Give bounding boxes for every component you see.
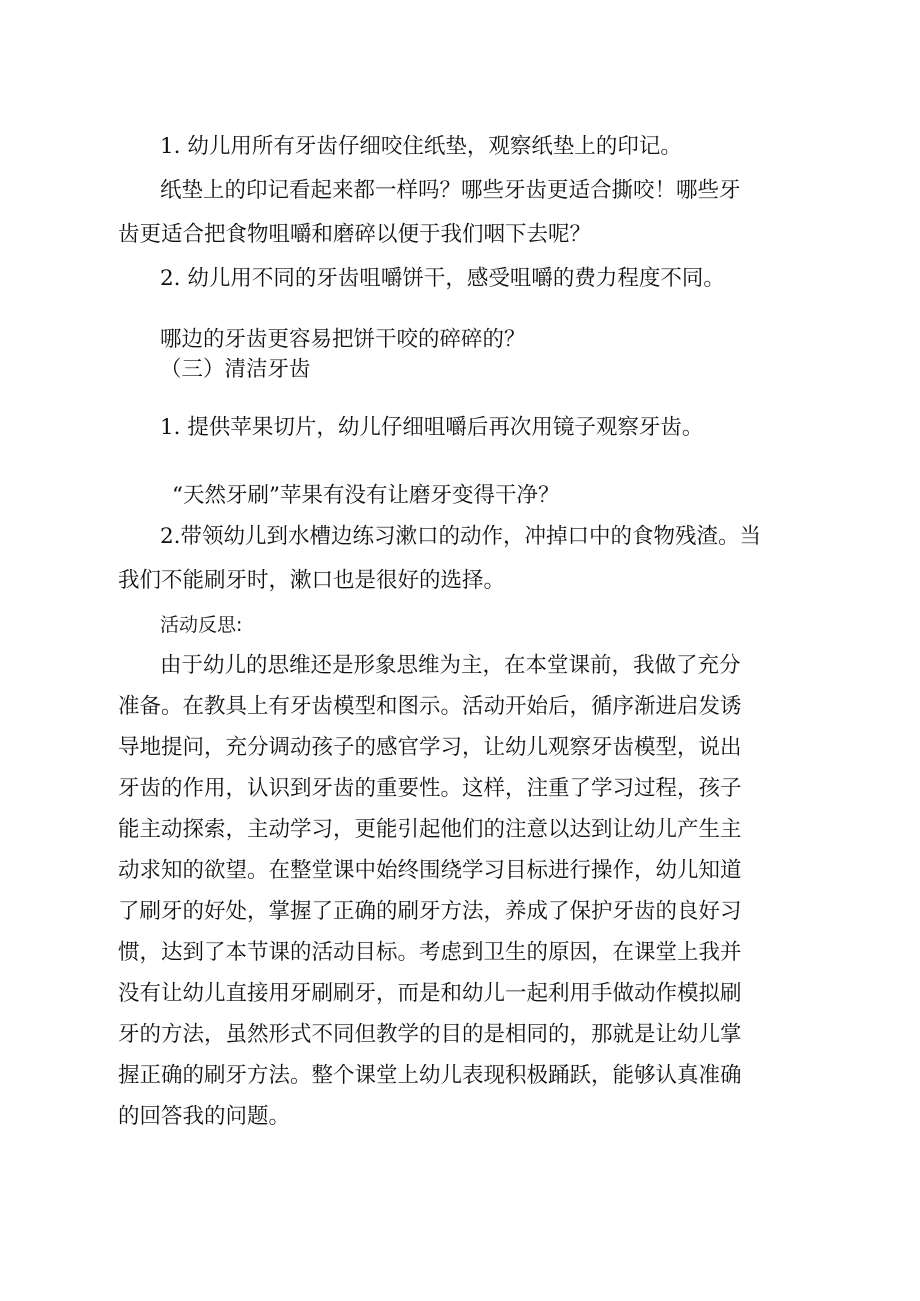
reflection-line: 牙的方法，虽然形式不同但教学的目的是相同的，那就是让幼儿掌	[118, 1022, 742, 1047]
section-three-heading: （三）清洁牙齿	[160, 357, 311, 382]
question-biscuit: 哪边的牙齿更容易把饼干咬的碎碎的？	[160, 327, 526, 352]
reflection-line: 能主动探索，主动学习，更能引起他们的注意以达到让幼儿产生主	[118, 817, 742, 842]
reflection-line: 牙齿的作用，认识到牙齿的重要性。这样，注重了学习过程，孩子	[118, 776, 742, 801]
reflection-line: 惯，达到了本节课的活动目标。考虑到卫生的原因，在课堂上我并	[118, 940, 742, 965]
step-chew-biscuit: 2. 幼儿用不同的牙齿咀嚼饼干，感受咀嚼的费力程度不同。	[160, 266, 725, 291]
step-rinse-line-2: 我们不能刷牙时，漱口也是很好的选择。	[118, 568, 506, 593]
step-apple-slices: 1. 提供苹果切片，幼儿仔细咀嚼后再次用镜子观察牙齿。	[160, 415, 704, 440]
reflection-line: 由于幼儿的思维还是形象思维为主，在本堂课前，我做了充分	[160, 653, 741, 678]
step-rinse-line-1: 2.带领幼儿到水槽边练习漱口的动作，冲掉口中的食物残渣。当	[160, 524, 762, 549]
reflection-line: 了刷牙的好处，掌握了正确的刷牙方法，养成了保护牙齿的良好习	[118, 899, 742, 924]
reflection-line: 动求知的欲望。在整堂课中始终围绕学习目标进行操作，幼儿知道	[118, 858, 742, 883]
question-marks-line-2: 齿更适合把食物咀嚼和磨碎以便于我们咽下去呢？	[118, 222, 592, 247]
step-bite-paper-pad: 1. 幼儿用所有牙齿仔细咬住纸垫，观察纸垫上的印记。	[160, 134, 682, 159]
question-marks-line-1: 纸垫上的印记看起来都一样吗？哪些牙齿更适合撕咬！哪些牙	[160, 178, 741, 203]
question-natural-toothbrush: “天然牙刷”苹果有没有让磨牙变得干净？	[172, 483, 560, 508]
reflection-line: 没有让幼儿直接用牙刷刷牙，而是和幼儿一起利用手做动作模拟刷	[118, 981, 742, 1006]
reflection-line: 导地提问，充分调动孩子的感官学习，让幼儿观察牙齿模型，说出	[118, 735, 742, 760]
reflection-line: 准备。在教具上有牙齿模型和图示。活动开始后，循序渐进启发诱	[118, 694, 742, 719]
reflection-line: 的回答我的问题。	[118, 1104, 291, 1129]
reflection-line: 握正确的刷牙方法。整个课堂上幼儿表现积极踊跃，能够认真准确	[118, 1063, 742, 1088]
reflection-heading: 活动反思:	[160, 614, 243, 636]
